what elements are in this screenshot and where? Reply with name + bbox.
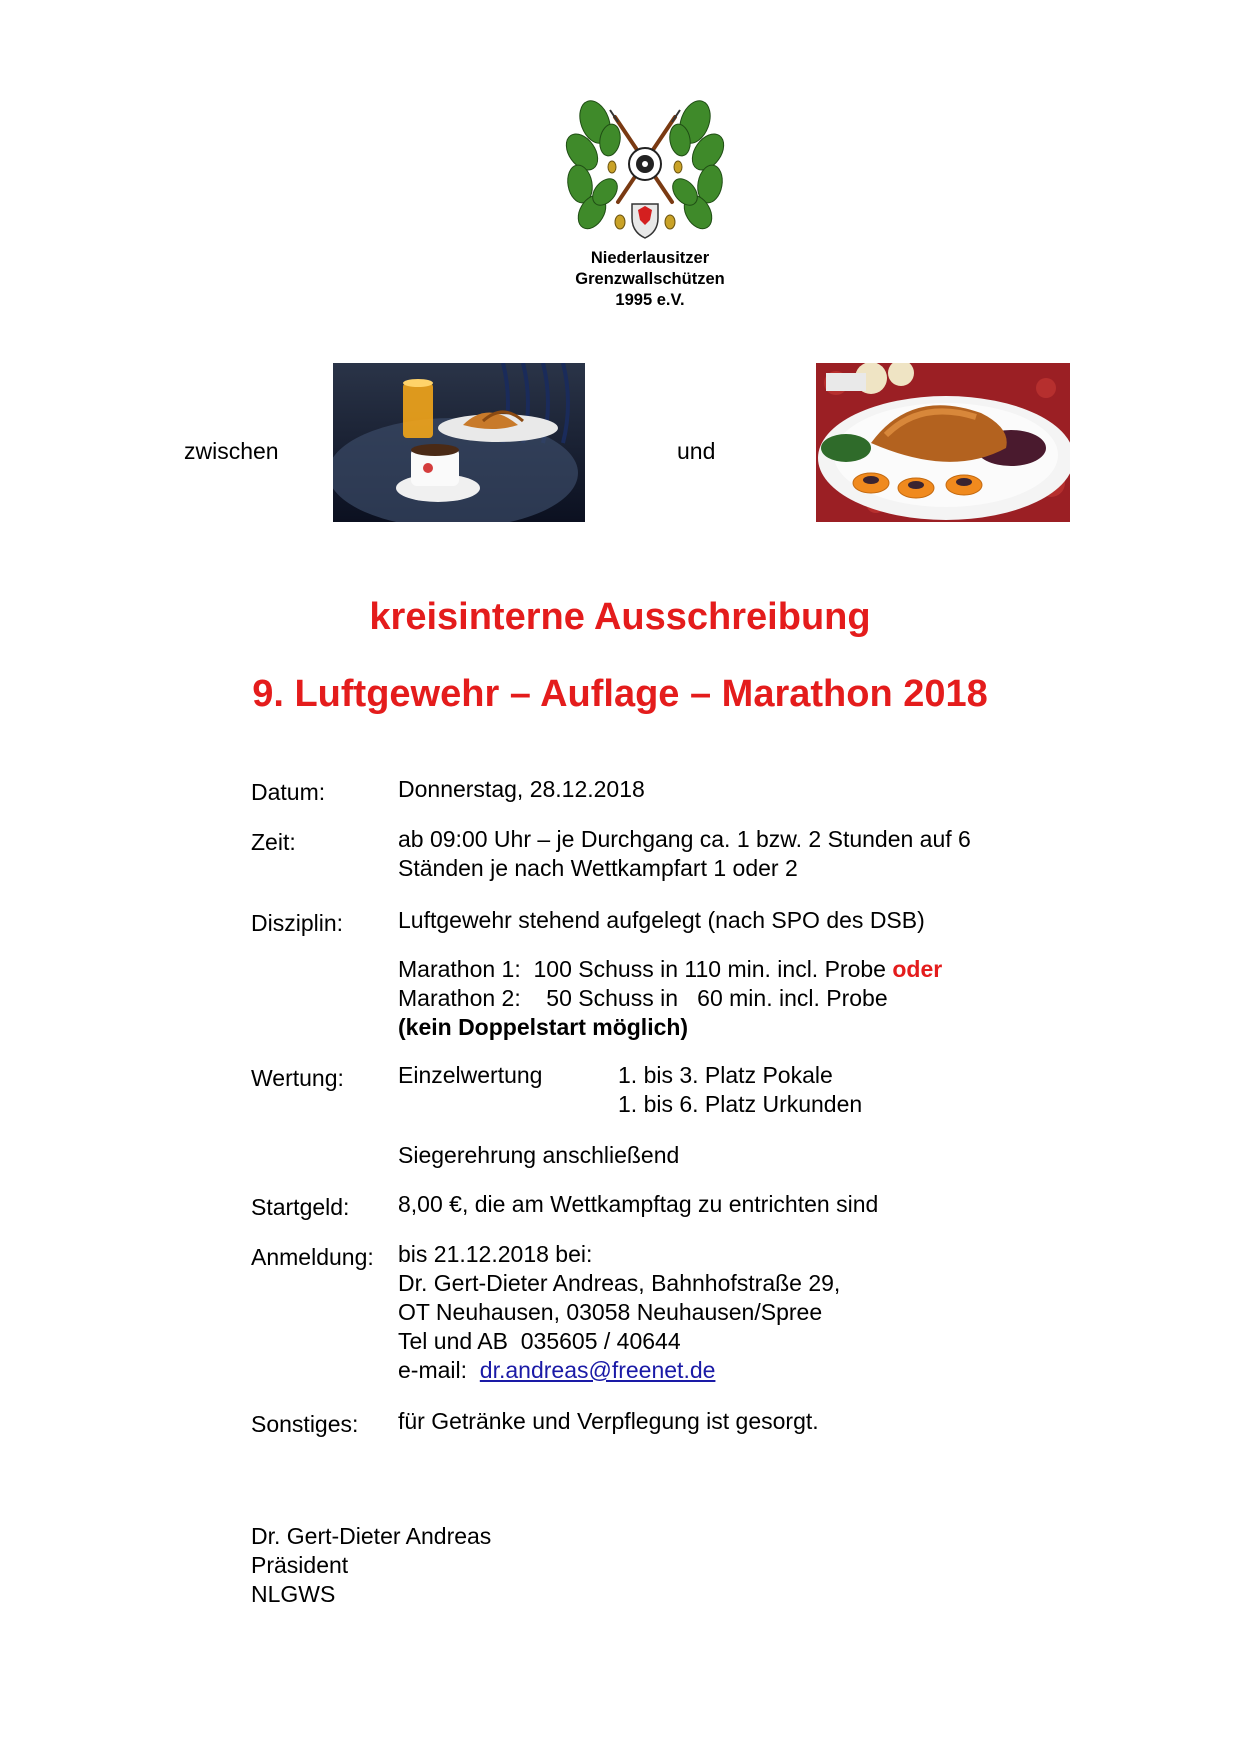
startgeld-value	[398, 1190, 878, 1219]
club-crest-icon	[560, 92, 730, 247]
anmeldung-line4: Tel und AB 035605 / 40644	[398, 1328, 681, 1354]
marathon-options	[398, 955, 942, 1042]
wertung-label: Wertung:	[251, 1065, 344, 1091]
breakfast-photo	[333, 363, 585, 522]
disziplin-value	[398, 906, 925, 935]
email-prefix: e-mail:	[398, 1357, 480, 1383]
startgeld-label: Startgeld:	[251, 1194, 350, 1220]
signature-role: Präsident	[251, 1552, 349, 1578]
marathon2-line: Marathon 2: 50 Schuss in 60 min. incl. Probe	[398, 985, 888, 1011]
banner-word-left: zwischen	[184, 438, 279, 464]
wertung-type-text: Einzelwertung	[398, 1062, 543, 1088]
title-line1: kreisinterne Ausschreibung	[369, 596, 871, 638]
datum-label: Datum:	[251, 779, 326, 805]
signature-org: NLGWS	[251, 1581, 336, 1607]
sonstiges-label: Sonstiges:	[251, 1411, 359, 1437]
anmeldung-line1: bis 21.12.2018 bei:	[398, 1241, 593, 1267]
club-name-line1: Niederlausitzer	[590, 249, 710, 267]
club-name	[540, 248, 760, 311]
sonstiges-value	[398, 1407, 819, 1436]
wertung-awards	[618, 1061, 862, 1119]
marathon1-line	[398, 955, 942, 984]
banner-word-right: und	[677, 438, 716, 464]
wertung-award-line2: 1. bis 6. Platz Urkunden	[618, 1091, 863, 1117]
roast-goose-dinner-photo	[816, 363, 1070, 522]
club-logo	[560, 92, 730, 247]
marathon1-oder: oder	[892, 956, 943, 982]
wertung-type	[398, 1061, 542, 1090]
anmeldung-value	[398, 1240, 840, 1385]
datum-text: Donnerstag, 28.12.2018	[398, 776, 645, 802]
datum-value	[398, 775, 645, 804]
zeit-value	[398, 825, 971, 883]
zeit-line1: ab 09:00 Uhr – je Durchgang ca. 1 bzw. 2 Stunden auf 6	[398, 826, 971, 852]
club-name-line3: 1995 e.V.	[615, 291, 685, 309]
siegerehrung-text: Siegerehrung anschließend	[398, 1142, 680, 1168]
disziplin-label: Disziplin:	[251, 910, 344, 936]
email-link[interactable]: dr.andreas@freenet.de	[479, 1357, 716, 1383]
signature-name: Dr. Gert-Dieter Andreas	[251, 1523, 492, 1549]
anmeldung-label: Anmeldung:	[251, 1244, 374, 1270]
anmeldung-line2: Dr. Gert-Dieter Andreas, Bahnhofstraße 29,	[398, 1270, 841, 1296]
email-line	[398, 1356, 840, 1385]
title-line2: 9. Luftgewehr – Auflage – Marathon 2018	[252, 673, 988, 715]
siegerehrung	[398, 1141, 679, 1170]
wertung-award-line1: 1. bis 3. Platz Pokale	[618, 1062, 833, 1088]
sonstiges-text: für Getränke und Verpflegung ist gesorgt.	[398, 1408, 819, 1434]
zeit-label: Zeit:	[251, 829, 296, 855]
club-name-line2: Grenzwallschützen	[575, 270, 725, 288]
disziplin-line1: Luftgewehr stehend aufgelegt (nach SPO des DSB)	[398, 907, 925, 933]
marathon1-text: Marathon 1: 100 Schuss in 110 min. incl. Probe	[398, 956, 893, 982]
signature-block	[251, 1522, 491, 1609]
zeit-line2: Ständen je nach Wettkampfart 1 oder 2	[398, 855, 798, 881]
anmeldung-line3: OT Neuhausen, 03058 Neuhausen/Spree	[398, 1299, 823, 1325]
startgeld-text: 8,00 €, die am Wettkampftag zu entrichten sind	[398, 1191, 879, 1217]
no-double-start-note: (kein Doppelstart möglich)	[398, 1014, 689, 1040]
